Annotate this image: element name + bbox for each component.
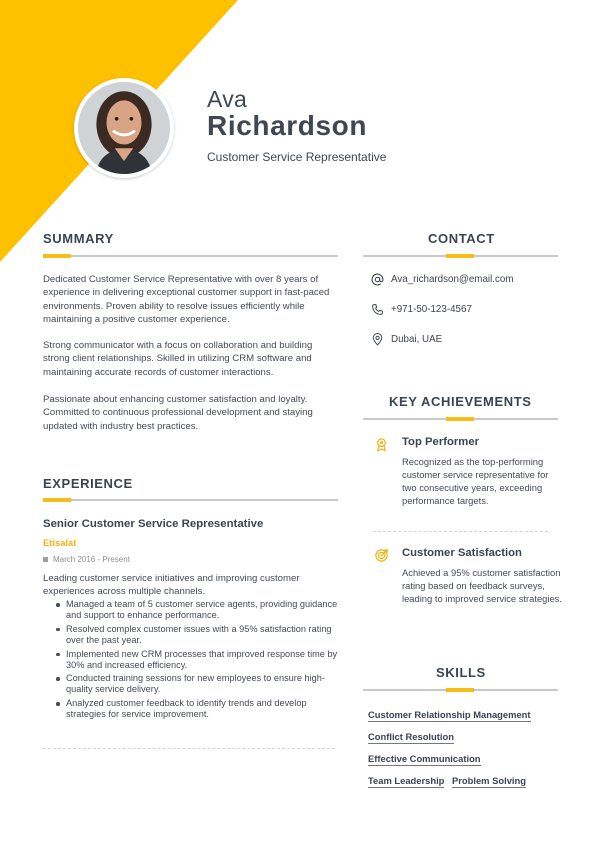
- skills-heading: SKILLS: [436, 665, 486, 680]
- achievements-heading: KEY ACHIEVEMENTS: [389, 394, 532, 409]
- skill-tag: Problem Solving: [452, 775, 526, 786]
- contact-location: Dubai, UAE: [391, 334, 443, 345]
- achievement-title-2: Customer Satisfaction: [402, 547, 522, 559]
- at-icon: [371, 273, 384, 286]
- contact-accent-bar: [446, 254, 474, 258]
- achievements-accent-bar: [446, 417, 474, 421]
- summary-paragraph-1: Dedicated Customer Service Representative with over 8 years of experience in delivering exceptional customer support in fast-paced environments. Proven ability to resolve issues efficiently while maintaining a positive customer experience.: [43, 274, 330, 325]
- list-item: Conducted training sessions for new employees to ensure high-quality service delivery.: [56, 673, 344, 695]
- summary-paragraph-3: Passionate about enhancing customer satisfaction and loyalty. Committed to continuous professional development and staying updated with industry best practices.: [43, 394, 313, 432]
- contact-phone[interactable]: +971-50-123-4567: [391, 304, 472, 315]
- contact-phone-row: [371, 303, 472, 316]
- list-item: Resolved complex customer issues with a 95% satisfaction rating over the past year.: [56, 624, 344, 646]
- calendar-icon: [43, 557, 48, 562]
- target-icon: [374, 548, 389, 563]
- award-medal-icon: [374, 437, 389, 452]
- list-item: Managed a team of 5 customer service agents, providing guidance and support to enhance performance.: [56, 599, 344, 621]
- job-description: Leading customer service initiatives and improving customer experiences across multiple channels.: [43, 573, 300, 598]
- location-pin-icon: [371, 333, 384, 346]
- contact-heading: CONTACT: [428, 231, 495, 246]
- last-name: Richardson: [207, 110, 368, 141]
- phone-icon: [371, 303, 384, 316]
- job-company: Etisalat: [43, 537, 77, 548]
- experience-end-divider: [43, 748, 335, 749]
- avatar-portrait-icon: [78, 82, 170, 174]
- contact-location-row: [371, 333, 442, 346]
- job-bullet-list: [56, 599, 344, 723]
- contact-email[interactable]: Ava_richardson@email.com: [391, 274, 514, 285]
- achievement-desc-2: Achieved a 95% customer satisfaction rating based on feedback surveys, leading to improved service strategies.: [402, 567, 562, 604]
- job-dates: [43, 555, 130, 564]
- summary-accent-bar: [43, 254, 71, 258]
- summary-divider: [43, 255, 338, 257]
- contact-email-row: [371, 273, 513, 286]
- experience-divider: [43, 499, 338, 501]
- skill-tag: Customer Relationship Management: [368, 709, 531, 720]
- first-name: Ava: [207, 86, 248, 112]
- job-dates-text: March 2016 - Present: [53, 555, 130, 564]
- list-item: Analyzed customer feedback to identify trends and develop strategies for service improvement.: [56, 698, 344, 720]
- achievement-desc-1: Recognized as the top-performing customer service representative for two consecutive years, exceeding performance targets.: [402, 456, 549, 506]
- job-title: Customer Service Representative: [207, 150, 387, 164]
- achievements-separator: [373, 531, 548, 532]
- experience-heading: EXPERIENCE: [43, 476, 133, 491]
- list-item: Implemented new CRM processes that improved response time by 30% and increased efficiency.: [56, 649, 344, 671]
- profile-photo: [74, 78, 174, 178]
- summary-paragraph-2: Strong communicator with a focus on collaboration and building strong client relationships. Skilled in utilizing CRM software and maintaining accurate records of customer interactions.: [43, 340, 313, 378]
- skill-tag: Effective Communication: [368, 753, 481, 764]
- experience-accent-bar: [43, 498, 71, 502]
- job-role: Senior Customer Service Representative: [43, 518, 264, 530]
- skill-tag: Team Leadership: [368, 775, 445, 786]
- skills-accent-bar: [446, 688, 474, 692]
- achievement-title-1: Top Performer: [402, 436, 479, 448]
- summary-heading: SUMMARY: [43, 231, 114, 246]
- skill-tag: Conflict Resolution: [368, 731, 454, 742]
